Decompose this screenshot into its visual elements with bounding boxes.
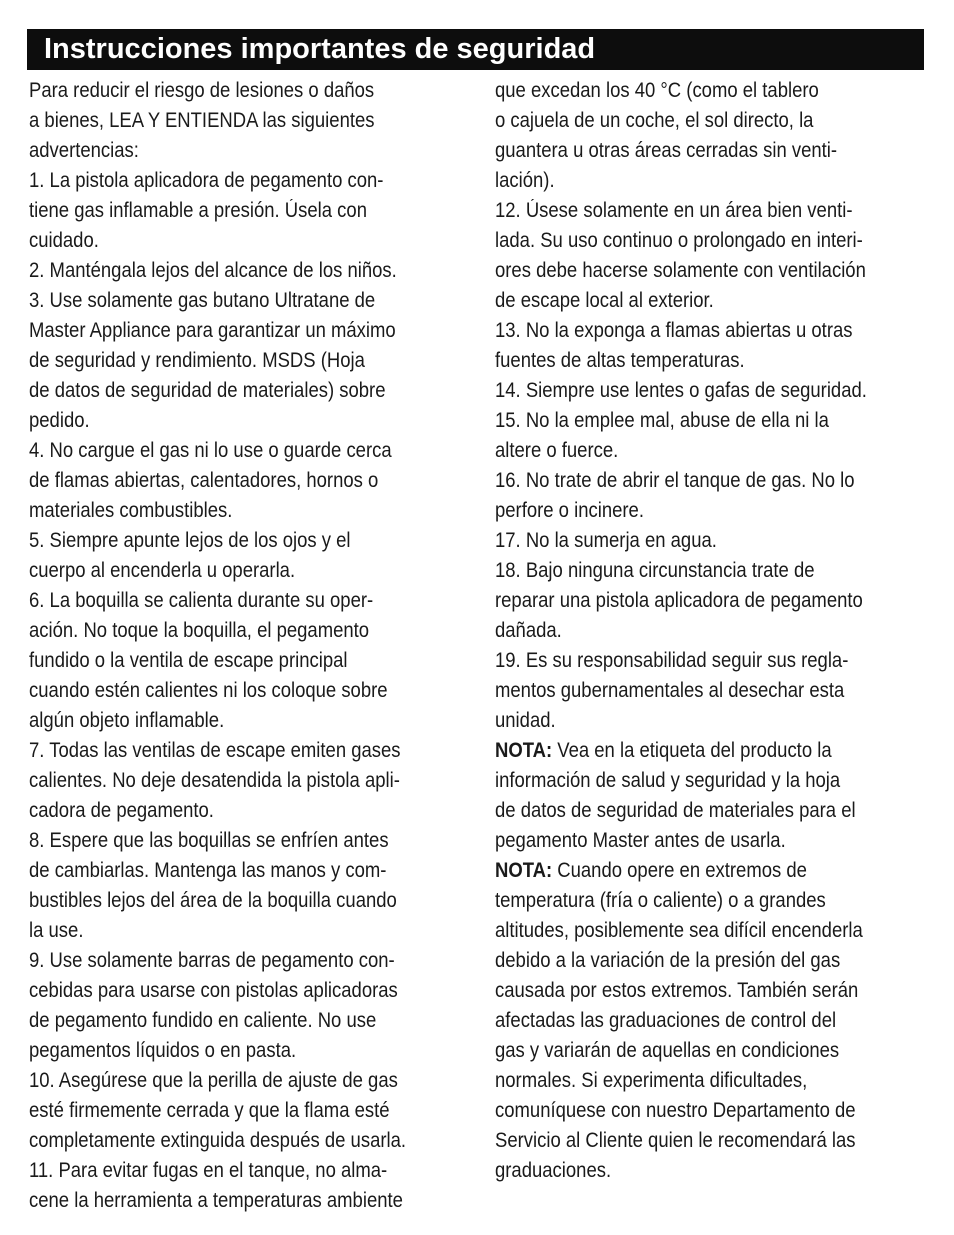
note-first-line: [495, 736, 879, 766]
section-heading-banner: [27, 29, 924, 70]
text-line: lada. Su uso continuo o prolongado en interi-: [495, 229, 863, 252]
text-line: mentos gubernamentales al desechar esta: [495, 679, 845, 702]
text-line: a bienes, LEA Y ENTIENDA las siguientes: [29, 109, 375, 132]
note-label: NOTA:: [495, 859, 553, 882]
right-column-items: [495, 76, 931, 736]
text-line: 10. Asegúrese que la perilla de ajuste de gas: [29, 1069, 398, 1092]
text-line: 15. No la emplee mal, abuse de ella ni la: [495, 409, 829, 432]
text-line: dañada.: [495, 619, 562, 642]
text-line: información de salud y seguridad y la hoja: [495, 769, 841, 792]
text-line: 17. No la sumerja en agua.: [495, 529, 717, 552]
text-line: ación. No toque la boquilla, el pegamento: [29, 619, 370, 642]
text-line: calientes. No deje desatendida la pistola apli-: [29, 769, 400, 792]
note-lines: [495, 886, 931, 1186]
text-line: 18. Bajo ninguna circunstancia trate de: [495, 559, 815, 582]
text-line: 2. Manténgala lejos del alcance de los niños.: [29, 259, 397, 282]
note-extreme-conditions: [495, 856, 931, 1186]
text-line: esté firmemente cerrada y que la flama esté: [29, 1099, 390, 1122]
text-line: 8. Espere que las boquillas se enfríen antes: [29, 829, 389, 852]
text-line: comuníquese con nuestro Departamento de: [495, 1099, 856, 1122]
text-line: graduaciones.: [495, 1159, 612, 1182]
text-line: pegamento Master antes de usarla.: [495, 829, 786, 852]
text-line: causada por estos extremos. También serán: [495, 979, 859, 1002]
text-line: afectadas las graduaciones de control del: [495, 1009, 837, 1032]
text-line: lación).: [495, 169, 555, 192]
note-first-line: [495, 856, 879, 886]
text-line: unidad.: [495, 709, 556, 732]
text-line: 9. Use solamente barras de pegamento con-: [29, 949, 395, 972]
note-lines: [495, 766, 931, 856]
text-line: que excedan los 40 °C (como el tablero: [495, 79, 819, 102]
text-line: cebidas para usarse con pistolas aplicadoras: [29, 979, 398, 1002]
text-line: cuando estén calientes ni los coloque sobre: [29, 679, 388, 702]
text-line: la use.: [29, 919, 84, 942]
text-line: 14. Siempre use lentes o gafas de seguridad.: [495, 379, 867, 402]
text-line: de flamas abiertas, calentadores, hornos o: [29, 469, 379, 492]
text-line: advertencias:: [29, 139, 139, 162]
text-line: cuidado.: [29, 229, 99, 252]
text-line: o cajuela de un coche, el sol directo, la: [495, 109, 814, 132]
text-line: Para reducir el riesgo de lesiones o daños: [29, 79, 375, 102]
text-line: 5. Siempre apunte lejos de los ojos y el: [29, 529, 351, 552]
text-line: altitudes, posiblemente sea difícil encenderla: [495, 919, 863, 942]
text-line: perfore o incinere.: [495, 499, 644, 522]
text-line: completamente extinguida después de usarla.: [29, 1129, 407, 1152]
text-line: de datos de seguridad de materiales para el: [495, 799, 856, 822]
left-column: [29, 76, 465, 1216]
text-line: 3. Use solamente gas butano Ultratane de: [29, 289, 376, 312]
text-line: cene la herramienta a temperaturas ambiente: [29, 1189, 403, 1212]
text-line: pedido.: [29, 409, 90, 432]
note-text: Vea en la etiqueta del producto la: [552, 739, 832, 762]
text-line: Master Appliance para garantizar un máximo: [29, 319, 396, 342]
text-line: de datos de seguridad de materiales) sobre: [29, 379, 386, 402]
text-line: 12. Úsese solamente en un área bien venti-: [495, 199, 853, 222]
text-line: reparar una pistola aplicadora de pegamento: [495, 589, 863, 612]
text-line: 6. La boquilla se calienta durante su oper-: [29, 589, 374, 612]
text-line: de seguridad y rendimiento. MSDS (Hoja: [29, 349, 365, 372]
note-label: NOTA:: [495, 739, 553, 762]
text-line: fundido o la ventila de escape principal: [29, 649, 348, 672]
text-line: tiene gas inflamable a presión. Úsela con: [29, 199, 367, 222]
note-product-label: [495, 736, 931, 856]
note-text: Cuando opere en extremos de: [552, 859, 807, 882]
text-line: Servicio al Cliente quien le recomendará las: [495, 1129, 856, 1152]
text-line: de pegamento fundido en caliente. No use: [29, 1009, 377, 1032]
text-line: gas y variarán de aquellas en condiciones: [495, 1039, 840, 1062]
text-line: 11. Para evitar fugas en el tanque, no alma-: [29, 1159, 388, 1182]
text-line: 13. No la exponga a flamas abiertas u otras: [495, 319, 853, 342]
text-line: de escape local al exterior.: [495, 289, 714, 312]
text-line: 7. Todas las ventilas de escape emiten gases: [29, 739, 401, 762]
text-line: de cambiarlas. Mantenga las manos y com-: [29, 859, 387, 882]
text-line: bustibles lejos del área de la boquilla cuando: [29, 889, 397, 912]
text-line: 1. La pistola aplicadora de pegamento con-: [29, 169, 384, 192]
text-line: debido a la variación de la presión del gas: [495, 949, 841, 972]
text-line: cuerpo al encenderla u operarla.: [29, 559, 296, 582]
text-line: 4. No cargue el gas ni lo use o guarde cerca: [29, 439, 392, 462]
text-line: pegamentos líquidos o en pasta.: [29, 1039, 297, 1062]
text-line: materiales combustibles.: [29, 499, 233, 522]
text-line: temperatura (fría o caliente) o a grandes: [495, 889, 826, 912]
text-line: normales. Si experimenta dificultades,: [495, 1069, 808, 1092]
right-column: [495, 76, 931, 1186]
section-heading: Instrucciones importantes de seguridad: [44, 33, 596, 65]
text-line: ores debe hacerse solamente con ventilación: [495, 259, 866, 282]
text-line: 16. No trate de abrir el tanque de gas. No lo: [495, 469, 855, 492]
text-line: guantera u otras áreas cerradas sin venti-: [495, 139, 838, 162]
text-line: fuentes de altas temperaturas.: [495, 349, 745, 372]
text-line: algún objeto inflamable.: [29, 709, 225, 732]
text-line: 19. Es su responsabilidad seguir sus regla-: [495, 649, 849, 672]
text-line: cadora de pegamento.: [29, 799, 214, 822]
text-line: altere o fuerce.: [495, 439, 619, 462]
